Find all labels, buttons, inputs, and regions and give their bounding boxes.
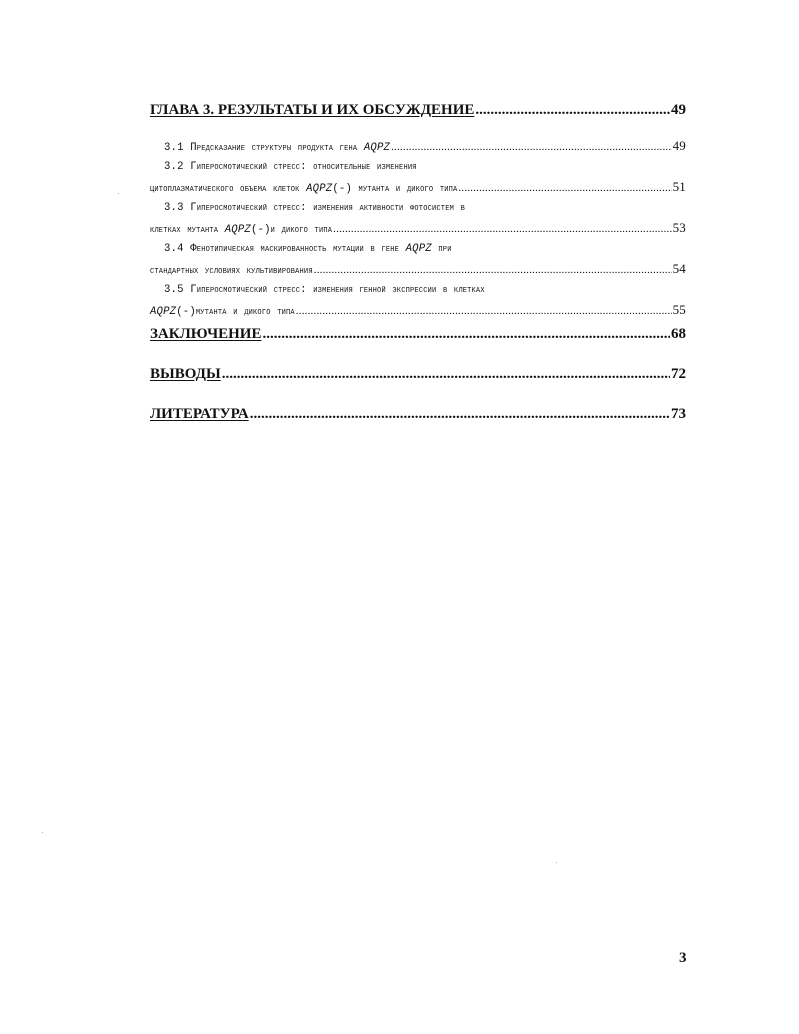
leader-dots: [262, 324, 670, 344]
leader-dots: [475, 100, 670, 120]
leader-dots: [250, 404, 670, 424]
section-title: при: [431, 243, 452, 255]
toc-entry-page: 73: [671, 406, 686, 422]
section-title: Гиперосмотический стресс: изменения активности фотосистем в: [190, 202, 465, 214]
leader-dots: [314, 261, 672, 280]
toc-entry-3-3[interactable]: [150, 199, 686, 240]
toc-entry-page: 72: [671, 366, 686, 382]
section-number: 3.1: [164, 142, 184, 154]
gene-name: AQPZ: [405, 243, 432, 255]
section-title: Предсказание структуры продукта гена: [190, 142, 364, 154]
toc-entry-label: ЗАКЛЮЧЕНИЕ: [150, 326, 262, 342]
leader-dots: [391, 138, 672, 157]
section-title-cont: клетках мутанта: [150, 224, 225, 236]
toc-entry-chapter-3[interactable]: [150, 100, 686, 120]
scan-speck: [556, 862, 557, 863]
table-of-contents: [150, 100, 686, 424]
gene-name: AQPZ: [150, 306, 177, 318]
toc-entry-label: ЛИТЕРАТУРА: [150, 406, 249, 422]
toc-entry-3-2[interactable]: [150, 158, 686, 199]
toc-entry-findings[interactable]: [150, 364, 686, 384]
toc-entry-label: ВЫВОДЫ: [150, 366, 221, 382]
page-number: 3: [679, 950, 687, 966]
gene-name: AQPZ: [363, 142, 391, 154]
gene-name: AQPZ: [224, 224, 251, 236]
section-title: Гиперосмотический стресс: изменения генной экспрессии в клетках: [190, 284, 485, 296]
toc-entry-page: 54: [672, 261, 686, 276]
leader-dots: [296, 302, 672, 321]
toc-entry-label: ГЛАВА 3. РЕЗУЛЬТАТЫ И ИХ ОБСУЖДЕНИЕ: [150, 102, 475, 118]
gene-name: AQPZ: [306, 183, 333, 195]
toc-entry-3-5[interactable]: [150, 281, 686, 322]
toc-entry-page: 68: [671, 326, 686, 342]
section-title-cont: (-)мутанта и дикого типа: [176, 306, 295, 318]
toc-entry-literature[interactable]: [150, 404, 686, 424]
section-number: 3.3: [164, 202, 184, 214]
toc-entry-page: 49: [671, 102, 686, 118]
scan-speck: [42, 832, 43, 833]
section-title-cont: цитоплазматического объема клеток: [150, 183, 307, 195]
leader-dots: [222, 364, 670, 384]
toc-entry-page: 55: [672, 302, 686, 317]
scan-speck: [118, 193, 119, 194]
section-title: Фенотипическая маскированность мутации в гене: [190, 243, 406, 255]
section-title: Гиперосмотический стресс: относительные изменения: [190, 161, 417, 173]
section-number: 3.2: [164, 161, 184, 173]
toc-entry-page: 53: [672, 220, 686, 235]
toc-entry-page: 49: [672, 138, 686, 153]
toc-entry-conclusion[interactable]: [150, 324, 686, 344]
toc-entry-3-4[interactable]: [150, 240, 686, 281]
toc-subsections: [150, 136, 686, 322]
toc-entry-page: 51: [672, 179, 686, 194]
section-title-cont: стандартных условиях культивирования: [150, 265, 313, 277]
toc-entry-3-1[interactable]: [150, 136, 686, 158]
section-title-cont: (-) мутанта и дикого типа: [332, 183, 458, 195]
leader-dots: [333, 220, 671, 239]
section-number: 3.4: [164, 243, 184, 255]
section-number: 3.5: [164, 284, 184, 296]
leader-dots: [458, 179, 671, 198]
section-title-cont: (-)и дикого типа: [250, 224, 333, 236]
